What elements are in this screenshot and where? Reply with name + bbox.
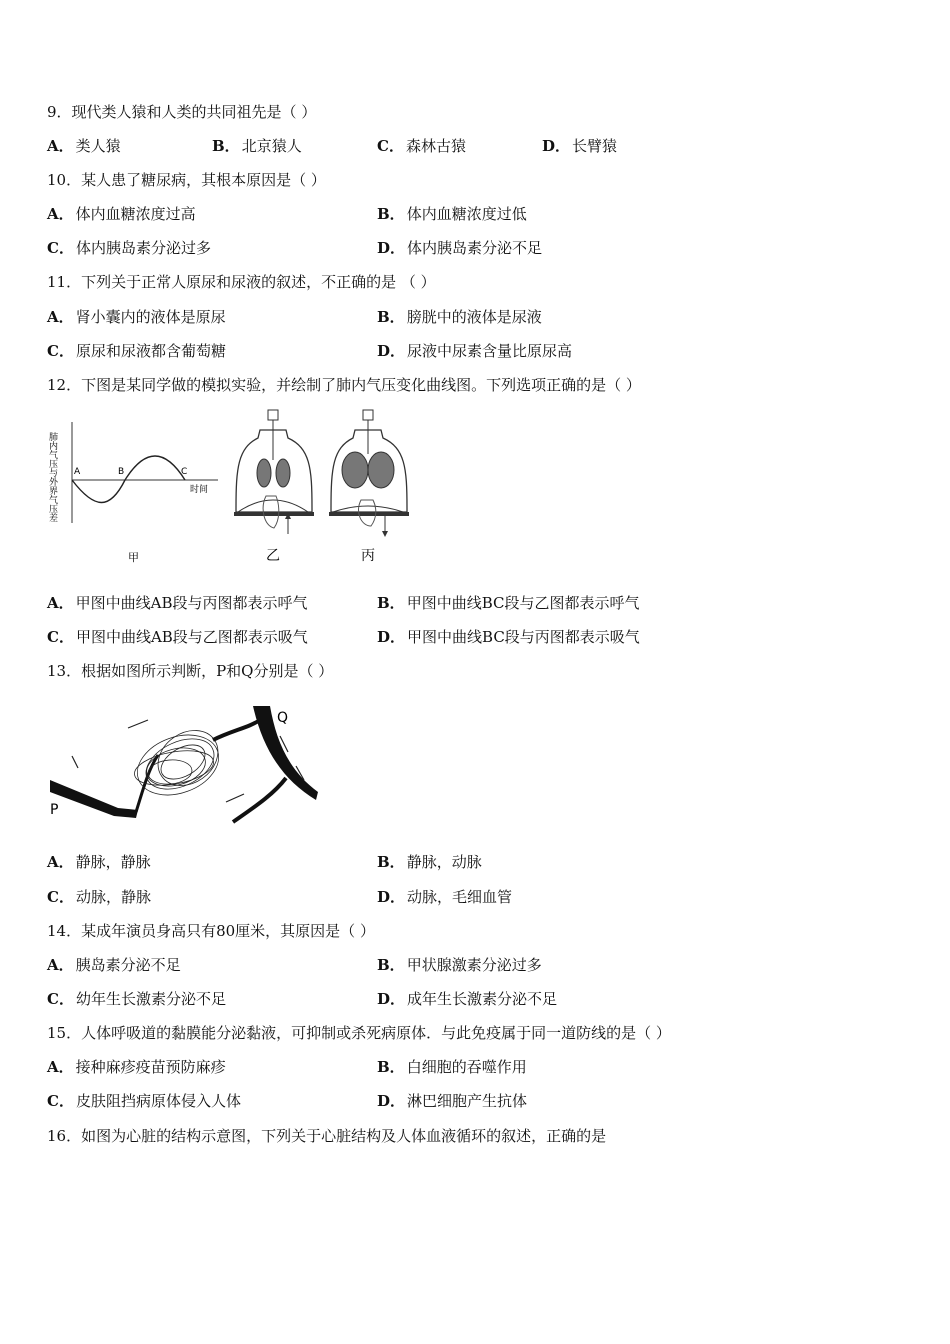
point-c-label: C (181, 467, 188, 477)
question-15-stem: 15．人体呼吸道的黏膜能分泌黏液，可抑制或杀死病原体．与此免疫属于同一道防线的是（ ） (47, 1024, 671, 1042)
left-balloon (342, 452, 368, 488)
label-p: P (50, 802, 59, 818)
caption-yi: 乙 (266, 548, 280, 564)
lower-vessel (233, 778, 286, 822)
q13-option-d: D． 动脉，毛细血管 (377, 888, 513, 906)
tube-cap (268, 410, 278, 420)
q10-option-b: B． 体内血糖浓度过低 (377, 205, 527, 223)
capillary-bundle (129, 719, 229, 806)
q13-option-b: B． 静脉，动脉 (377, 853, 482, 871)
q15-option-b: B． 白细胞的吞噬作用 (377, 1058, 527, 1076)
capillary-network-figure (48, 700, 323, 828)
jar-base (234, 512, 314, 516)
q12-option-b: B． 甲图中曲线BC段与乙图都表示呼气 (377, 594, 640, 612)
q10-option-d: D． 体内胰岛素分泌不足 (377, 239, 543, 257)
bell-jar-yi-figure (230, 408, 320, 568)
rubber-membrane (333, 506, 403, 512)
left-balloon (257, 459, 271, 487)
outflow-vessel (213, 720, 260, 740)
q11-option-d: D． 尿液中尿素含量比原尿高 (377, 342, 573, 360)
q14-option-c: C． 幼年生长激素分泌不足 (47, 990, 226, 1008)
question-12-stem: 12．下图是某同学做的模拟实验，并绘制了肺内气压变化曲线图。下列选项正确的是（ ） (47, 376, 641, 394)
q11-option-a: A． 肾小囊内的液体是原尿 (47, 308, 226, 326)
caption-jia: 甲 (128, 551, 139, 564)
q11-option-c: C． 原尿和尿液都含葡萄糖 (47, 342, 226, 360)
pressure-curve-figure (47, 418, 220, 568)
bell-jar-bing-figure (325, 408, 415, 568)
tube-cap (363, 410, 373, 420)
q9-option-b: B． 北京猿人 (212, 137, 302, 155)
q9-option-a: A． 类人猿 (47, 137, 121, 155)
caption-bing: 丙 (361, 548, 375, 564)
q15-option-c: C． 皮肤阻挡病原体侵入人体 (47, 1092, 241, 1110)
q9-option-d: D． 长臂猿 (542, 137, 618, 155)
q12-option-a: A． 甲图中曲线AB段与丙图都表示呼气 (47, 594, 308, 612)
point-b-label: B (118, 467, 125, 477)
down-arrow-head (382, 531, 388, 537)
q10-option-c: C． 体内胰岛素分泌过多 (47, 239, 211, 257)
q9-option-c: C． 森林古猿 (377, 137, 466, 155)
jar-base (329, 512, 409, 516)
pressure-curve (72, 456, 188, 503)
q13-option-c: C． 动脉，静脉 (47, 888, 151, 906)
question-13-stem: 13．根据如图所示判断，P和Q分别是（ ） (47, 662, 334, 680)
q14-option-a: A． 胰岛素分泌不足 (47, 956, 181, 974)
question-16-stem: 16．如图为心脏的结构示意图，下列关于心脏结构及人体血液循环的叙述，正确的是 (47, 1127, 607, 1145)
right-balloon (276, 459, 290, 487)
q12-option-d: D． 甲图中曲线BC段与丙图都表示吸气 (377, 628, 640, 646)
question-9-stem: 9．现代类人猿和人类的共同祖先是（ ） (47, 103, 317, 121)
q12-option-c: C． 甲图中曲线AB段与乙图都表示吸气 (47, 628, 308, 646)
q14-option-b: B． 甲状腺激素分泌过多 (377, 956, 542, 974)
right-balloon (368, 452, 394, 488)
rubber-membrane (238, 500, 308, 512)
question-11-stem: 11．下列关于正常人原尿和尿液的叙述，不正确的是 （ ） (47, 273, 436, 291)
label-q: Q (277, 710, 289, 726)
q11-option-b: B． 膀胱中的液体是尿液 (377, 308, 542, 326)
time-axis-label: 时间 (190, 485, 209, 495)
question-10-stem: 10．某人患了糖尿病，其根本原因是（ ） (47, 171, 326, 189)
q10-option-a: A． 体内血糖浓度过高 (47, 205, 196, 223)
pressure-axis-label: 肺内气压与外界气压差 (47, 432, 57, 522)
question-14-stem: 14．某成年演员身高只有80厘米，其原因是（ ） (47, 922, 375, 940)
q15-option-d: D． 淋巴细胞产生抗体 (377, 1092, 528, 1110)
vessel-p (50, 780, 138, 818)
point-a-label: A (74, 467, 81, 477)
q13-option-a: A． 静脉，静脉 (47, 853, 151, 871)
q15-option-a: A． 接种麻疹疫苗预防麻疹 (47, 1058, 226, 1076)
q14-option-d: D． 成年生长激素分泌不足 (377, 990, 558, 1008)
